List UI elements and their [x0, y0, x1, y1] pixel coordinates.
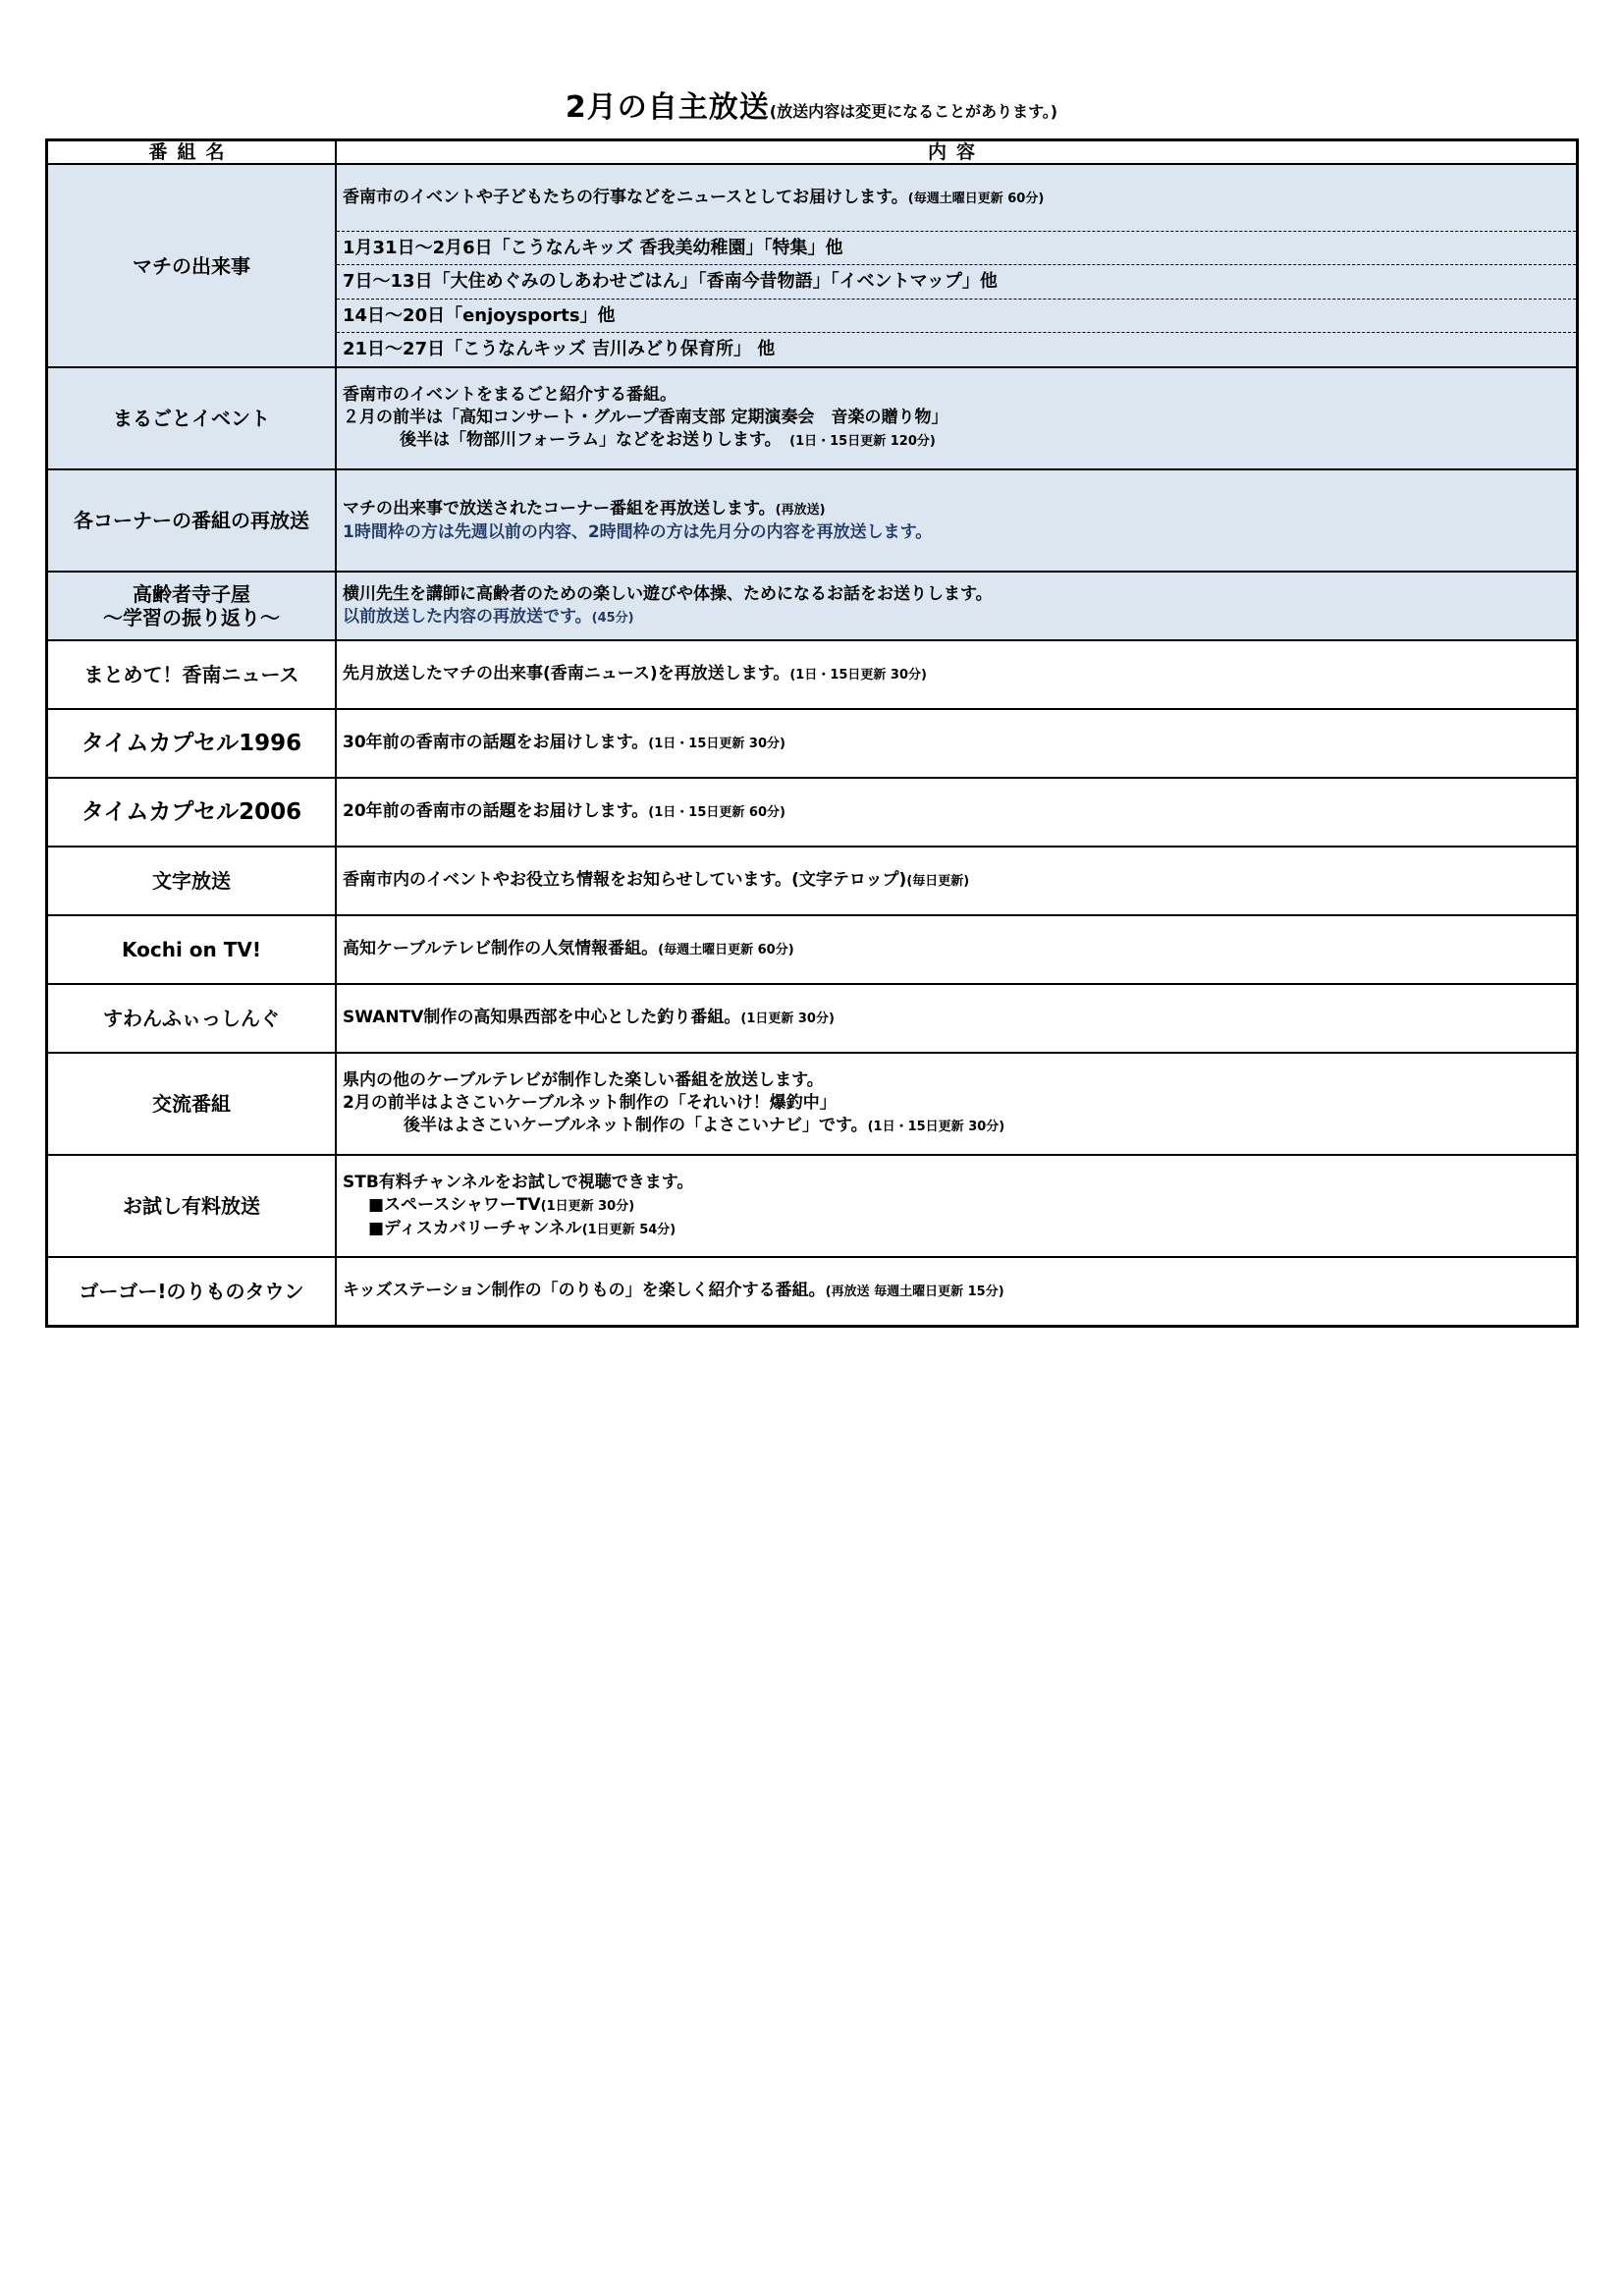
content-text: 高知ケーブルテレビ制作の人気情報番組。: [343, 939, 659, 958]
program-content: [336, 709, 1578, 778]
program-name: まとめて！香南ニュース: [47, 640, 337, 709]
content-line: STB有料チャンネルをお試しで視聴できます。: [343, 1172, 694, 1192]
content-line: [343, 606, 1570, 629]
table-row: [47, 572, 1578, 640]
content-note: (毎週土曜日更新 60分): [658, 943, 794, 957]
content-line: 横川先生を講師に高齢者のための楽しい遊びや体操、ためになるお話をお送りします。: [343, 583, 993, 604]
table-row: [47, 164, 1578, 367]
content-note: (1日更新 30分): [740, 1011, 835, 1026]
table-row: [47, 1257, 1578, 1326]
header-program-name: 番組名: [47, 140, 337, 165]
table-row: [47, 847, 1578, 915]
content-note: (1日・15日更新 30分): [867, 1120, 1005, 1134]
program-name-line: ～学習の振り返り～: [103, 606, 280, 629]
schedule-table: [45, 138, 1579, 1328]
table-row: [47, 915, 1578, 984]
description-note: (毎週土曜日更新 60分): [907, 191, 1045, 206]
table-row: [47, 984, 1578, 1053]
program-content: [336, 572, 1578, 640]
program-name: [47, 572, 337, 640]
program-content: [336, 1155, 1578, 1257]
content-text: キッズステーション制作の「のりもの」を楽しく紹介する番組。: [343, 1280, 826, 1300]
content-text: 20年前の香南市の話題をお届けします。: [343, 801, 649, 821]
table-row: [47, 1053, 1578, 1155]
description-text: 香南市のイベントや子どもたちの行事などをニュースとしてお届けします。: [343, 188, 908, 207]
program-name: 各コーナーの番組の再放送: [47, 469, 337, 572]
table-row: [47, 367, 1578, 469]
program-content: [336, 367, 1578, 469]
content-note: (45分): [591, 610, 634, 626]
page-title-main: 2月の自主放送: [565, 90, 770, 125]
content-note: (1日・15日更新 30分): [789, 668, 927, 683]
content-text: 先月放送したマチの出来事(香南ニュース)を再放送します。: [343, 664, 790, 683]
program-content: [336, 469, 1578, 572]
program-name: 文字放送: [47, 847, 337, 915]
content-note: (毎日更新): [906, 874, 970, 889]
program-name: まるごとイベント: [47, 367, 337, 469]
table-row: [47, 1155, 1578, 1257]
content-line: [343, 498, 1570, 521]
schedule-entry: 1月31日～2月6日「こうなんキッズ 香我美幼稚園」「特集」他: [337, 232, 1576, 265]
program-content: [336, 164, 1578, 367]
content-text: 30年前の香南市の話題をお届けします。: [343, 733, 649, 752]
program-content: [336, 640, 1578, 709]
content-text: SWANTV制作の高知県西部を中心とした釣り番組。: [343, 1008, 741, 1027]
table-row: [47, 469, 1578, 572]
program-content: [336, 1053, 1578, 1155]
content-line: [343, 429, 1570, 453]
header-content: 内容: [336, 140, 1578, 165]
content-note: (1日・15日更新 30分): [648, 737, 785, 751]
table-header-row: [47, 140, 1578, 165]
schedule-entry: 21日～27日「こうなんキッズ 吉川みどり保育所」 他: [343, 338, 776, 359]
content-line: 香南市のイベントをまるごと紹介する番組。: [343, 385, 676, 405]
program-content: [336, 1257, 1578, 1326]
program-name: Kochi on TV!: [47, 915, 337, 984]
content-text: 香南市内のイベントやお役立ち情報をお知らせしています。(文字テロップ): [343, 870, 907, 890]
content-text: 後半は「物部川フォーラム」などをお送りします。: [400, 430, 774, 450]
content-line: [343, 1115, 1570, 1138]
content-line: 県内の他のケーブルテレビが制作した楽しい番組を放送します。: [343, 1070, 824, 1090]
content-line: 1時間枠の方は先週以前の内容、2時間枠の方は先月分の内容を再放送します。: [343, 521, 933, 542]
content-text: ■ディスカバリーチャンネル: [368, 1218, 582, 1238]
program-name: マチの出来事: [47, 164, 337, 367]
program-content: [336, 915, 1578, 984]
program-name: 交流番組: [47, 1053, 337, 1155]
content-note: (1日・15日更新 120分): [789, 434, 936, 449]
content-line: [343, 1194, 1570, 1218]
schedule-entry: 7日～13日「大住めぐみのしあわせごはん」「香南今昔物語」「イベントマップ」他: [337, 265, 1576, 299]
content-note: (1日更新 54分): [581, 1222, 676, 1237]
program-name: お試し有料放送: [47, 1155, 337, 1257]
content-line: 2月の前半はよさこいケーブルネット制作の「それいけ！爆釣中」: [343, 1093, 837, 1113]
schedule-entry: 14日～20日「enjoysports」他: [337, 300, 1576, 333]
program-name: ゴーゴー!のりものタウン: [47, 1257, 337, 1326]
table-row: [47, 640, 1578, 709]
program-name: タイムカプセル2006: [47, 778, 337, 847]
program-name: タイムカプセル1996: [47, 709, 337, 778]
content-note: (1日更新 30分): [540, 1198, 635, 1214]
table-row: [47, 778, 1578, 847]
program-content: [336, 778, 1578, 847]
content-text: 以前放送した内容の再放送です。: [343, 606, 592, 627]
program-content: [336, 984, 1578, 1053]
program-name-line: 高齢者寺子屋: [133, 582, 250, 606]
content-text: マチの出来事で放送されたコーナー番組を再放送します。: [343, 498, 776, 519]
content-line: ２月の前半は「高知コンサート・グループ香南支部 定期演奏会 音楽の贈り物」: [343, 408, 948, 427]
program-name: すわんふぃっしんぐ: [47, 984, 337, 1053]
content-line: [343, 1218, 1570, 1241]
content-note: (再放送): [775, 502, 826, 518]
program-content: [336, 847, 1578, 915]
page-title-note: (放送内容は変更になることがあります。): [769, 102, 1058, 121]
content-note: (1日・15日更新 60分): [648, 805, 785, 820]
content-note: (再放送 毎週土曜日更新 15分): [825, 1284, 1004, 1299]
page-title: [0, 82, 1623, 126]
content-text: 後半はよさこいケーブルネット制作の「よさこいナビ」です。: [404, 1116, 868, 1135]
program-description: [337, 166, 1576, 232]
content-text: ■スペースシャワーTV: [368, 1194, 541, 1215]
table-row: [47, 709, 1578, 778]
